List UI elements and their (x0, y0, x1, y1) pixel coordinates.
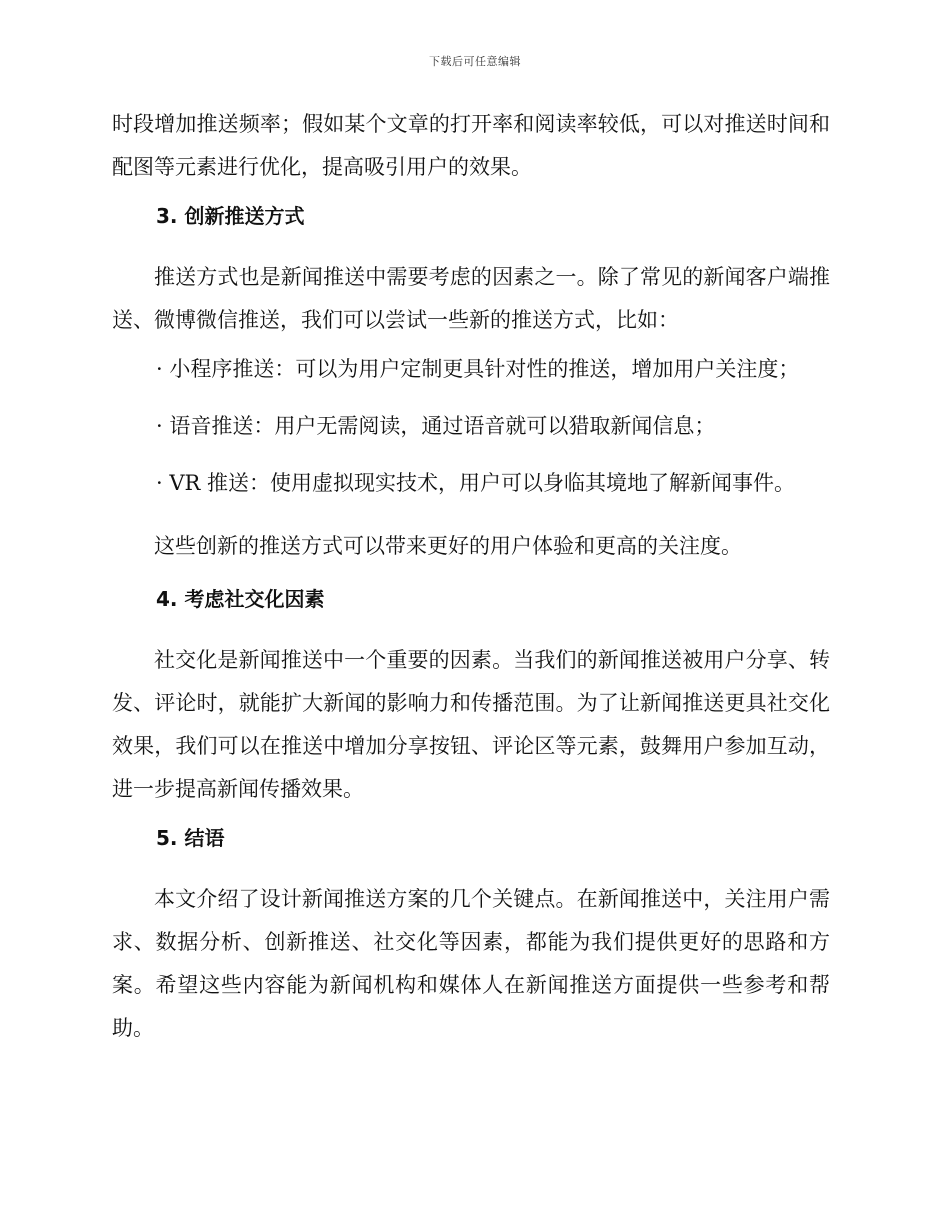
bullet-item-mini-program: · 小程序推送：可以为用户定制更具针对性的推送，增加用户关注度； (156, 357, 800, 381)
paragraph-continuation: 时段增加推送频率；假如某个文章的打开率和阅读率较低，可以对推送时间和配图等元素进行优化，提高吸引用户的效果。 (112, 112, 830, 179)
section-5-body: 本文介绍了设计新闻推送方案的几个关键点。在新闻推送中，关注用户需求、数据分析、创新推送、社交化等因素，都能为我们提供更好的思路和方案。希望这些内容能为新闻机构和媒体人在新闻推送方面提供一些参考和帮助。 (112, 887, 830, 1040)
section-heading-4: 4. 考虑社交化因素 (156, 587, 325, 611)
section-3-outro: 这些创新的推送方式可以带来更好的用户体验和更高的关注度。 (154, 534, 742, 558)
section-4-body: 社交化是新闻推送中一个重要的因素。当我们的新闻推送被用户分享、转发、评论时，就能扩大新闻的影响力和传播范围。为了让新闻推送更具社交化效果，我们可以在推送中增加分享按钮、评论区等元素，鼓舞用户参加互动，进一步提高新闻传播效果。 (112, 648, 830, 801)
document-body (112, 103, 830, 1050)
section-3-intro: 推送方式也是新闻推送中需要考虑的因素之一。除了常见的新闻客户端推送、微博微信推送，我们可以尝试一些新的推送方式，比如： (112, 265, 830, 332)
bullet-item-vr: · VR 推送：使用虚拟现实技术，用户可以身临其境地了解新闻事件。 (156, 471, 796, 495)
section-heading-3: 3. 创新推送方式 (156, 204, 305, 228)
page-header: 下载后可任意编辑 (429, 55, 521, 68)
bullet-item-voice: · 语音推送：用户无需阅读，通过语音就可以猎取新闻信息； (156, 414, 716, 438)
section-heading-5: 5. 结语 (156, 826, 225, 850)
